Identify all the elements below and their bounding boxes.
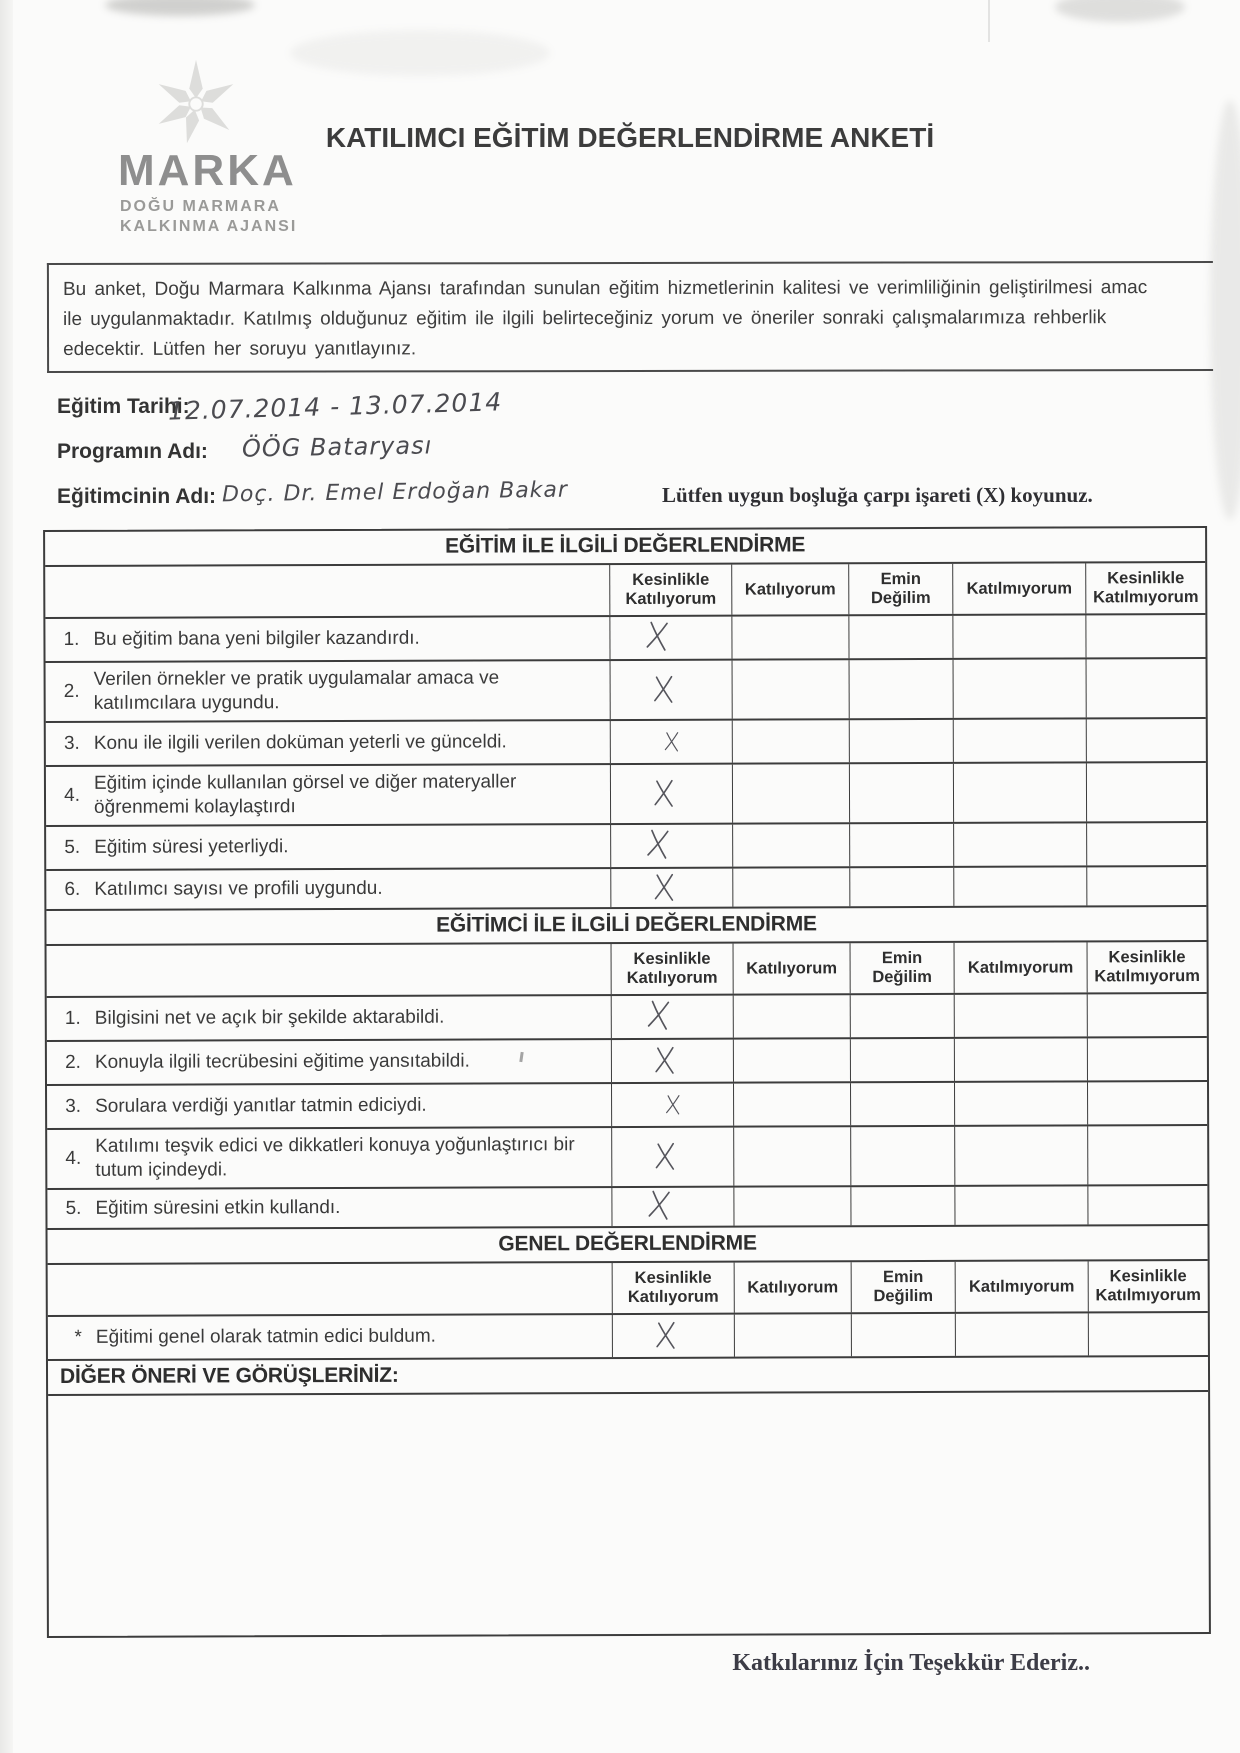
marking-instruction: Lütfen uygun boşluğa çarpı işareti (X) koyunuz. [662,483,1093,507]
answer-cell[interactable] [611,1084,733,1126]
answer-cell[interactable] [954,1038,1087,1080]
answer-cell[interactable] [610,765,732,823]
scan-smudge [105,0,255,16]
answer-cell[interactable] [610,721,732,763]
scale-header: Katılmıyorum [955,1261,1088,1311]
question-number: 6. [64,878,81,900]
answer-cell[interactable] [1086,719,1206,761]
scan-smudge [1055,0,1185,22]
scale-header: Emin Değilim [851,1262,955,1312]
answer-cell[interactable] [851,1314,955,1356]
trainer-name-handwritten: Doç. Dr. Emel Erdoğan Bakar [221,477,569,508]
question-number: 4. [65,1147,82,1169]
answer-cell[interactable] [1087,1082,1207,1124]
answer-cell[interactable] [610,661,732,719]
question-text: Konu ile ilgili verilen doküman yeterli ve günceldi. [93,731,507,754]
x-mark [645,1188,674,1222]
scale-header: Kesinlikle Katılıyorum [612,1263,734,1313]
question-text: Eğitim içinde kullanılan görsel ve diğer materyaller öğrenmemi kolaylaştırdı [93,771,517,818]
section-title-egitimci: EĞİTİMCİ İLE İLGİLİ DEĞERLENDİRME [46,905,1206,944]
answer-cell[interactable] [731,616,848,658]
answer-cell[interactable] [850,1127,954,1185]
question-number: 2. [65,1051,81,1073]
answer-cell[interactable] [1086,659,1206,717]
scale-header: Katılıyorum [733,943,850,993]
answer-cell[interactable] [732,660,849,718]
scale-header-row [48,1259,1208,1315]
question-text: Eğitim süresi yeterliydi. [94,836,289,858]
x-mark [651,872,676,903]
answer-cell[interactable] [1085,615,1205,657]
answer-cell[interactable] [1087,1186,1207,1224]
marka-star-icon [148,56,244,152]
table-row [47,1036,1207,1084]
question-number: 5. [65,1197,82,1219]
answer-cell[interactable] [954,1186,1087,1224]
question-number: 5. [64,836,81,858]
intro-text-line: Bu anket, Doğu Marmara Kalkınma Ajansı tarafından sunulan eğitim hizmetlerinin kalitesi ve verimliliğinin geliştirilmesi amac [62,277,1148,300]
answer-cell[interactable] [955,1313,1088,1355]
question-text: Eğitim süresini etkin kullandı. [95,1197,341,1219]
scan-edge-shadow [0,0,13,1753]
question-text: Katılımı teşvik edici ve dikkatleri konuya yoğunlaştırıcı bir tutum içindeydi. [95,1134,575,1181]
table-row [48,1311,1208,1359]
question-number: 2. [63,680,80,702]
answer-cell[interactable] [610,869,732,907]
scale-header: Katılmıyorum [954,942,1087,992]
question-number: 3. [63,732,80,754]
table-row [47,1184,1207,1228]
scale-header: Emin Değilim [850,943,954,993]
intro-box [47,261,1213,373]
question-text: Katılımcı sayısı ve profili uygundu. [94,877,383,900]
scale-header: Kesinlikle Katılıyorum [609,565,731,615]
question-number: 1. [64,1007,81,1029]
x-mark [662,731,680,753]
x-mark [643,619,672,653]
question-header-cell [47,944,611,996]
page-title: KATILIMCI EĞİTİM DEĞERLENDİRME ANKETİ [325,122,935,153]
answer-cell[interactable] [732,764,849,822]
answer-cell[interactable] [849,868,953,906]
answer-cell[interactable] [1087,1038,1207,1080]
training-date-label: Eğitim Tarihi: [57,395,190,418]
question-text: Verilen örnekler ve pratik uygulamalar amaca ve katılımcılara uygundu. [93,667,500,714]
scale-header: Katılıyorum [731,564,848,614]
answer-cell[interactable] [612,1315,734,1357]
scale-header: Emin Değilim [848,564,952,614]
x-mark [651,778,676,809]
scan-smudge [290,30,550,76]
scale-header: Katılmıyorum [952,563,1085,613]
scale-header-row [47,940,1207,996]
answer-cell[interactable] [954,1126,1087,1184]
question-number: 3. [65,1095,82,1117]
comments-section-title: DİĞER ÖNERİ VE GÖRÜŞLERİNİZ: [48,1355,1208,1394]
table-row [46,865,1206,909]
answer-cell[interactable] [849,720,953,762]
logo-subtitle: KALKINMA AJANSI [120,218,298,235]
comments-input-area[interactable] [48,1390,1209,1636]
scale-header: Katılıyorum [734,1262,851,1312]
answer-cell[interactable] [609,617,731,659]
logo-subtitle: DOĞU MARMARA [120,198,281,215]
answer-cell[interactable] [733,1039,850,1081]
answer-cell[interactable] [733,1083,850,1125]
question-text: Bilgisini net ve açık bir şekilde aktarabildi. [94,1006,445,1029]
scale-header: Kesinlikle Katılmıyorum [1085,563,1205,613]
program-name-label: Programın Adı: [57,440,208,463]
closing-thanks-text: Katkılarınız İçin Teşekkür Ederiz.. [732,1650,1090,1676]
answer-cell[interactable] [953,719,1086,761]
answer-cell[interactable] [1086,823,1206,865]
logo-wordmark: MARKA [118,146,297,195]
intro-text-line: ile uygulanmaktadır. Katılmış olduğunuz eğitim ile ilgili belirteceğiniz yorum ve öneriler sonraki çalışmalarımıza rehberlik [62,307,1107,330]
table-row [46,657,1206,721]
answer-cell[interactable] [733,1127,850,1185]
scale-header-row [45,561,1205,617]
question-number: 4. [64,784,81,806]
table-row [46,821,1206,869]
question-header-cell [45,565,609,617]
question-number: 1. [63,628,80,650]
answer-cell[interactable] [953,659,1086,717]
answer-cell[interactable] [733,995,850,1037]
x-mark [663,1094,681,1116]
answer-cell[interactable] [849,824,953,866]
intro-text-line: edecektir. Lütfen her soruyu yanıtlayınız. [63,338,417,360]
answer-cell[interactable] [849,764,953,822]
table-row [46,761,1206,825]
x-mark [652,1141,677,1172]
question-number: * [74,1326,82,1348]
section-title-egitim: EĞİTİM İLE İLGİLİ DEĞERLENDİRME [445,533,806,558]
scan-smudge [1210,100,1240,520]
table-row [45,613,1205,661]
answer-cell[interactable] [850,1187,954,1225]
x-mark [651,674,676,705]
answer-cell[interactable] [732,868,849,906]
answer-cell[interactable] [1086,763,1206,821]
table-row [46,717,1206,765]
question-text: Bu eğitim bana yeni bilgiler kazandırdı. [93,627,420,650]
x-mark [653,1320,678,1351]
survey-table [43,526,1211,1638]
scale-header: Kesinlikle Katılıyorum [611,944,733,994]
scale-header: Kesinlikle Katılmıyorum [1087,942,1207,992]
answer-cell[interactable] [611,1040,733,1082]
answer-cell[interactable] [1086,867,1206,905]
table-row [47,992,1207,1040]
answer-cell[interactable] [1087,994,1207,1036]
answer-cell[interactable] [954,1082,1087,1124]
program-name-handwritten: ÖÖG Bataryası [241,431,433,463]
answer-cell[interactable] [610,825,732,867]
answer-cell[interactable] [953,763,1086,821]
answer-cell[interactable] [848,616,952,658]
answer-cell[interactable] [850,1039,954,1081]
answer-cell[interactable] [611,1188,733,1226]
answer-cell[interactable] [732,720,849,762]
question-text: Konuyla ilgili tecrübesini eğitime yansıtabildi. [94,1050,470,1073]
answer-cell[interactable] [734,1314,851,1356]
answer-cell[interactable] [611,996,733,1038]
answer-cell[interactable] [850,1083,954,1125]
answer-cell[interactable] [953,867,1086,905]
section-title-genel: GENEL DEĞERLENDİRME [48,1224,1208,1263]
x-mark [652,1045,677,1076]
answer-cell[interactable] [850,995,954,1037]
scale-header: Kesinlikle Katılmıyorum [1088,1261,1208,1311]
answer-cell[interactable] [953,823,1086,865]
training-date-handwritten: 12.07.2014 - 13.07.2014 [167,387,503,426]
x-mark [644,998,673,1032]
question-text: Eğitimi genel olarak tatmin edici buldum. [95,1325,436,1348]
answer-cell[interactable] [952,615,1085,657]
trainer-name-label: Eğitimcinin Adı: [57,485,217,508]
x-mark [643,827,672,861]
answer-cell[interactable] [732,824,849,866]
table-row [47,1124,1207,1188]
question-text: Sorulara verdiği yanıtlar tatmin ediciydi. [95,1094,427,1117]
answer-cell[interactable] [1088,1313,1208,1355]
question-header-cell [48,1263,612,1315]
table-row [47,1080,1207,1128]
answer-cell[interactable] [1087,1126,1207,1184]
answer-cell[interactable] [849,660,953,718]
answer-cell[interactable] [954,994,1087,1036]
answer-cell[interactable] [733,1187,850,1225]
scan-streak [988,0,990,42]
answer-cell[interactable] [611,1128,733,1186]
